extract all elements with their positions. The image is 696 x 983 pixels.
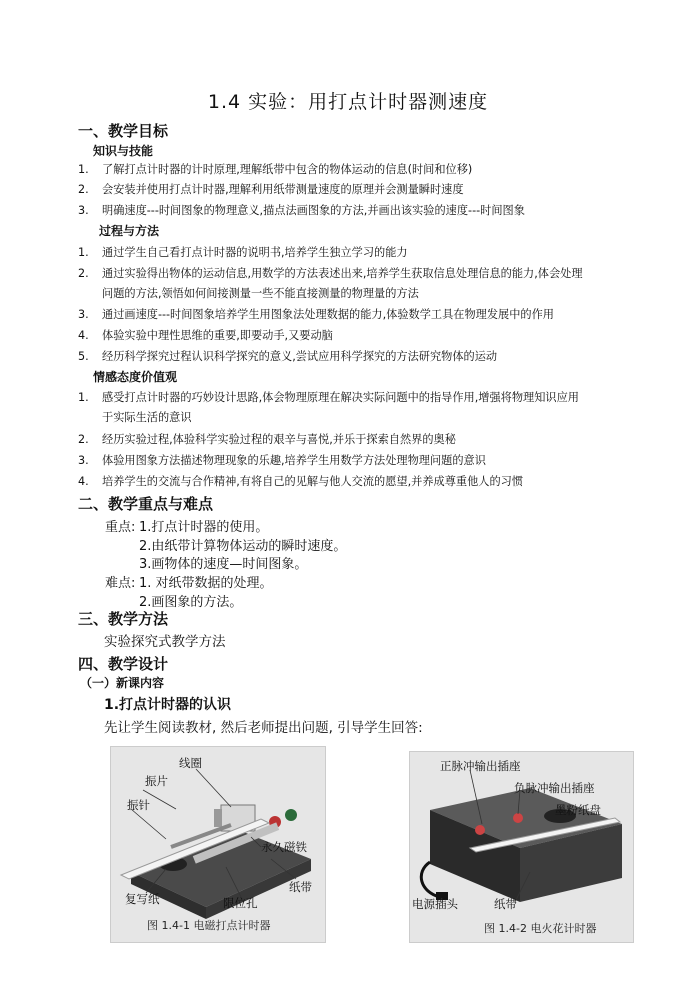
- list-item: [78, 347, 638, 367]
- item-text-continued: 问题的方法,领悟如何间接测量一些不能直接测量的物理量的方法: [102, 287, 419, 300]
- item-text: 体验实验中理性思维的重要,即要动手,又要动脑: [102, 329, 333, 342]
- list-item: [78, 451, 638, 471]
- item-text: 经历科学探究过程认识科学探究的意义,尝试应用科学探究的方法研究物体的运动: [102, 350, 498, 363]
- item-number: 1.: [78, 246, 89, 259]
- list-item: [78, 180, 638, 200]
- list-item: [78, 430, 638, 450]
- list-item: [78, 201, 638, 221]
- item-text: 通过学生自己看打点计时器的说明书,培养学生独立学习的能力: [102, 246, 408, 259]
- item-number: 1.: [78, 391, 89, 404]
- label-positive-socket: 正脉冲输出插座: [440, 759, 521, 773]
- key-points-label: 重点:: [105, 520, 136, 535]
- figure-caption: 图 1.4-1 电磁打点计时器: [147, 919, 271, 932]
- subsection-heading: （一）新课内容: [80, 676, 165, 690]
- list-item: [78, 160, 638, 180]
- item-number: 3.: [78, 204, 89, 217]
- item-text: 明确速度---时间图象的物理意义,描点法画图象的方法,并画出该实验的速度---时间图象: [102, 204, 525, 217]
- label-limit-hole: 限位孔: [223, 896, 258, 910]
- item-number: 4.: [78, 475, 89, 488]
- item-number: 5.: [78, 350, 89, 363]
- item-number: 1.: [78, 163, 89, 176]
- label-negative-socket: 负脉冲输出插座: [514, 781, 595, 795]
- group-label-attitude: 情感态度价值观: [93, 370, 178, 384]
- item-text: 经历实验过程,体验科学实验过程的艰辛与喜悦,并乐于探索自然界的奥秘: [102, 433, 456, 446]
- list-item: [78, 305, 638, 325]
- item-number: 4.: [78, 329, 89, 342]
- intro-text: 先让学生阅读教材, 然后老师提出问题, 引导学生回答:: [104, 720, 423, 736]
- item-text: 通过实验得出物体的运动信息,用数学的方法表述出来,培养学生获取信息处理信息的能力,体会处理: [102, 267, 583, 280]
- label-vibrating-plate: 振片: [145, 774, 168, 788]
- figure-caption: 图 1.4-2 电火花计时器: [484, 922, 597, 935]
- item-number: 2.: [78, 267, 89, 280]
- list-item: [78, 326, 638, 346]
- item-number: 2.: [78, 433, 89, 446]
- label-toner-disc: 墨粉纸盘: [555, 803, 601, 817]
- item-text: 体验用图象方法描述物理现象的乐趣,培养学生用数学方法处理物理问题的意识: [102, 454, 486, 467]
- figure-spark-timer: [409, 751, 634, 943]
- key-point-item: 1.打点计时器的使用。: [139, 520, 269, 535]
- label-coil: 线圈: [179, 756, 202, 770]
- item-number: 2.: [78, 183, 89, 196]
- figure-electromagnetic-timer: [110, 746, 326, 943]
- label-power-plug: 电源插头: [412, 897, 458, 911]
- section-heading-design: 四、教学设计: [78, 655, 169, 673]
- item-text-continued: 于实际生活的意识: [102, 411, 192, 424]
- difficulty-item: 1. 对纸带数据的处理。: [139, 576, 273, 591]
- group-label-process: 过程与方法: [99, 224, 160, 238]
- section-heading-key-points: 二、教学重点与难点: [78, 495, 214, 513]
- item-text: 感受打点计时器的巧妙设计思路,体会物理原理在解决实际问题中的指导作用,增强将物理知识应用: [102, 391, 579, 404]
- item-number: 3.: [78, 454, 89, 467]
- list-item: [78, 264, 638, 304]
- section-heading-objectives: 一、教学目标: [78, 122, 169, 140]
- key-point-item: 3.画物体的速度—时间图象。: [139, 557, 308, 572]
- difficulties-label: 难点:: [105, 576, 136, 591]
- item-text: 会安装并使用打点计时器,理解利用纸带测量速度的原理并会测量瞬时速度: [102, 183, 464, 196]
- item-text: 了解打点计时器的计时原理,理解纸带中包含的物体运动的信息(时间和位移): [102, 163, 473, 176]
- label-carbon-paper: 复写纸: [125, 892, 160, 906]
- label-needle: 振针: [127, 798, 150, 812]
- label-paper-tape: 纸带: [494, 897, 517, 911]
- subsubsection-heading: 1.打点计时器的认识: [104, 697, 232, 713]
- list-item: [78, 243, 638, 263]
- difficulty-item: 2.画图象的方法。: [139, 595, 243, 610]
- key-point-item: 2.由纸带计算物体运动的瞬时速度。: [139, 539, 347, 554]
- label-paper-tape: 纸带: [289, 880, 312, 894]
- list-item: [78, 472, 638, 492]
- section-heading-methods: 三、教学方法: [78, 610, 169, 628]
- methods-text: 实验探究式教学方法: [104, 634, 226, 650]
- item-number: 3.: [78, 308, 89, 321]
- list-item: [78, 388, 638, 428]
- group-label-knowledge: 知识与技能: [93, 144, 154, 158]
- item-text: 培养学生的交流与合作精神,有将自己的见解与他人交流的愿望,并养成尊重他人的习惯: [102, 475, 524, 488]
- item-text: 通过画速度---时间图象培养学生用图象法处理数据的能力,体验数学工具在物理发展中的作用: [102, 308, 554, 321]
- label-permanent-magnet: 永久磁铁: [261, 840, 307, 854]
- page-title: 1.4 实验：用打点计时器测速度: [207, 91, 489, 113]
